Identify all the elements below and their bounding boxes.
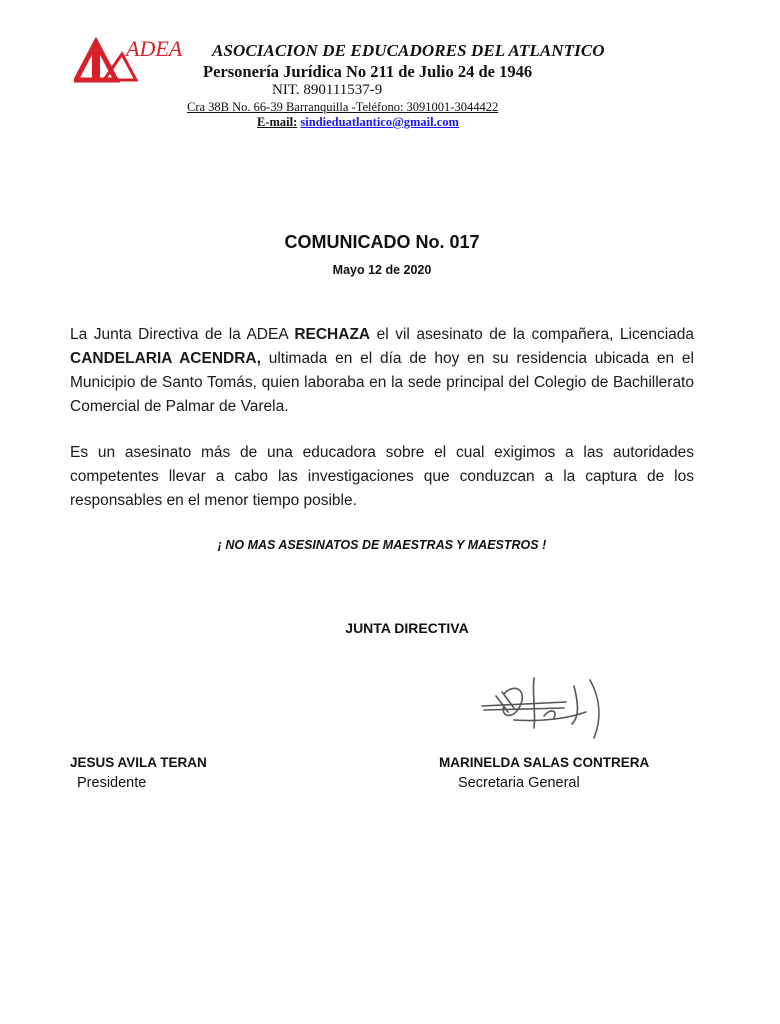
signatory-name: MARINELDA SALAS CONTRERA [439, 755, 650, 770]
adea-logo [74, 36, 216, 84]
slogan: ¡ NO MAS ASESINATOS DE MAESTRAS Y MAESTROS ! [217, 538, 547, 552]
logo-text: ADEA [126, 36, 183, 61]
paragraph-2: Es un asesinato más de una educadora sobre el cual exigimos a las autoridades competentes llevar a cabo las investigaciones que conduzcan a la captura de los responsables en el menor tiempo posible. [70, 444, 694, 509]
email-line [257, 115, 459, 130]
email-label: E-mail: [257, 115, 298, 129]
legal-status: Personería Jurídica No 211 de Julio 24 de 1946 [203, 62, 533, 81]
p1-text-3: ultimada en el día de hoy en su residencia ubicada en el Municipio de Santo Tomás, quien laboraba en la sede principal del Colegio de Bachillerato Comercial de Palmar de Varela. [70, 350, 694, 415]
p1-text-1: La Junta Directiva de la ADEA [70, 326, 295, 343]
signatory-role: Presidente [77, 775, 147, 791]
p1-bold-1: RECHAZA [294, 326, 371, 343]
signatory-role: Secretaria General [458, 775, 580, 791]
p1-bold-2: CANDELARIA ACENDRA, [70, 350, 261, 367]
paragraph-1 [70, 323, 694, 419]
signatory-name: JESUS AVILA TERAN [70, 755, 207, 770]
document-title: COMUNICADO No. 017 [284, 232, 480, 252]
nit: NIT. 890111537-9 [272, 82, 383, 98]
p1-text-2: el vil asesinato de la compañera, Licenciada [370, 326, 695, 343]
document-date: Mayo 12 de 2020 [332, 263, 432, 277]
org-name: ASOCIACION DE EDUCADORES DEL ATLANTICO [212, 41, 605, 60]
handwritten-signature [474, 672, 614, 748]
board-heading: JUNTA DIRECTIVA [345, 620, 469, 636]
address: Cra 38B No. 66-39 Barranquilla -Teléfono: 3091001-3044422 [187, 100, 499, 114]
email-link[interactable]: sindieduatlantico@gmail.com [300, 115, 459, 129]
